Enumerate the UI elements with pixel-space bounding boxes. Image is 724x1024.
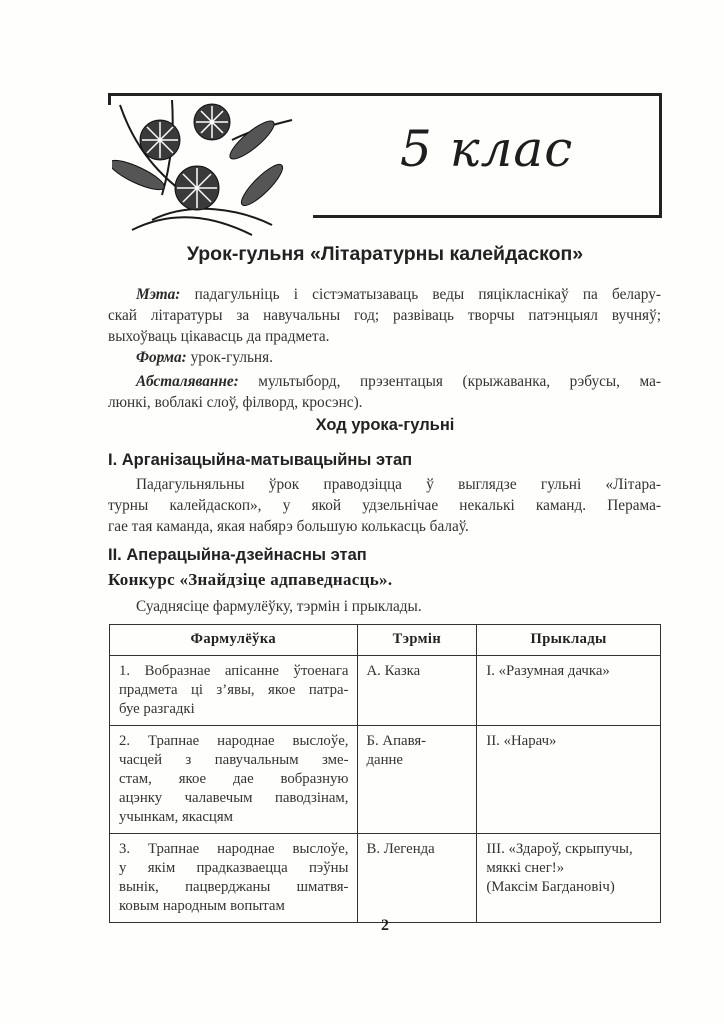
goal-line: скай літаратуры за навучальны год; развіваць творчы патэнцыял вучняў; [108, 307, 661, 324]
cell-line: А. Казка [366, 663, 421, 679]
table-header-examples: Прыклады [477, 625, 661, 656]
table-cell-formulation [110, 656, 358, 726]
table-cell-term [357, 726, 477, 834]
form-text: урок-гульня. [190, 349, 273, 366]
table-row [110, 656, 661, 726]
table-header-formulation: Фармулёўка [110, 625, 358, 656]
form-paragraph [108, 347, 661, 368]
header-frame-right [659, 93, 662, 218]
course-heading: Ход урока-гульні [315, 416, 455, 434]
cell-line: II. «Нарач» [486, 733, 557, 749]
cell-line: 2. Трапнае народнае выслоўе, [119, 733, 349, 749]
goal-paragraph [108, 284, 661, 347]
matching-table [109, 624, 661, 923]
table-row [110, 834, 661, 923]
cell-line: (Максім Багдановіч) [486, 879, 615, 895]
cell-line: ацэнку чалавечым паводзінам, [119, 790, 349, 806]
page-number: 2 [381, 917, 389, 934]
cell-line: учынкам, якасцям [119, 809, 233, 825]
instruction-paragraph [108, 596, 661, 617]
cell-line: В. Легенда [366, 841, 435, 857]
cell-line: стам, якое дае вобразную [119, 771, 349, 787]
cell-line: вынік, пацверджаны шматвя- [119, 879, 349, 895]
table-header-term: Тэрмін [357, 625, 477, 656]
cell-line: у якім прадказваецца пэўны [119, 860, 349, 876]
stage2-heading: II. Аперацыйна-дзейнасны этап [108, 546, 367, 564]
table-cell-examples [477, 834, 661, 923]
cell-line: часцей з павучальным зме- [119, 752, 349, 768]
cell-line: прадмета ці з’явы, якое патра- [119, 682, 349, 698]
table-header-row [110, 625, 661, 656]
table-cell-term [357, 656, 477, 726]
table-cell-term [357, 834, 477, 923]
equipment-line: мультыборд, прэзентацыя (крыжаванка, рэбусы, ма- [258, 373, 661, 390]
stage1-paragraph [108, 474, 661, 537]
cell-line: данне [366, 752, 404, 768]
stage1-line: турны калейдаскоп», у якой удзельнічае некалькі каманд. Перама- [108, 497, 661, 514]
stage1-line: гае тая каманда, якая набярэ большую колькасць балаў. [108, 518, 469, 535]
instruction-text: Суаднясіце фармулёўку, тэрмін і прыклады. [136, 598, 422, 615]
equipment-paragraph [108, 371, 661, 413]
header-frame-top [108, 93, 662, 96]
stage1-heading: I. Арганізацыйна-матывацыйны этап [108, 451, 413, 469]
table-cell-examples [477, 726, 661, 834]
equipment-label: Абсталяванне: [136, 373, 239, 390]
equipment-line: люнкі, воблакі слоў, філворд, кросэнс). [108, 394, 363, 411]
cell-line: ковым народным вопытам [119, 898, 285, 914]
goal-line: падагульніць і сістэматызаваць веды пяцікласнікаў па белару- [194, 286, 661, 303]
table-row [110, 726, 661, 834]
goal-line: выхоўваць цікавасць да прадмета. [108, 328, 330, 345]
cell-line: I. «Разумная дачка» [486, 663, 610, 679]
lesson-title: Урок-гульня «Літаратурны калейдаскоп» [186, 243, 584, 265]
cornflower-wheat-ornament-icon [112, 100, 312, 240]
cell-line: мяккі снег!» [486, 860, 565, 876]
grade-title: 5 клас [400, 120, 574, 178]
cell-line: 3. Трапнае народнае выслоўе, [119, 841, 349, 857]
contest-title: Конкурс «Знайдзіце адпаведнасць». [108, 570, 393, 589]
header-frame-bottom [313, 215, 662, 218]
table-cell-examples [477, 656, 661, 726]
goal-label: Мэта: [136, 286, 181, 303]
cell-line: 1. Вобразнае апісанне ўтоенага [119, 663, 349, 679]
stage1-line: Падагульняльны ўрок праводзіцца ў выглядзе гульні «Літара- [136, 476, 661, 493]
cell-line: III. «Здароў, скрыпучы, [486, 841, 633, 857]
form-label: Форма: [136, 349, 187, 366]
cell-line: Б. Апавя- [366, 733, 427, 749]
table-cell-formulation [110, 834, 358, 923]
cell-line: буе разгадкі [119, 701, 195, 717]
table-cell-formulation [110, 726, 358, 834]
header-frame-left-tick [108, 93, 111, 105]
